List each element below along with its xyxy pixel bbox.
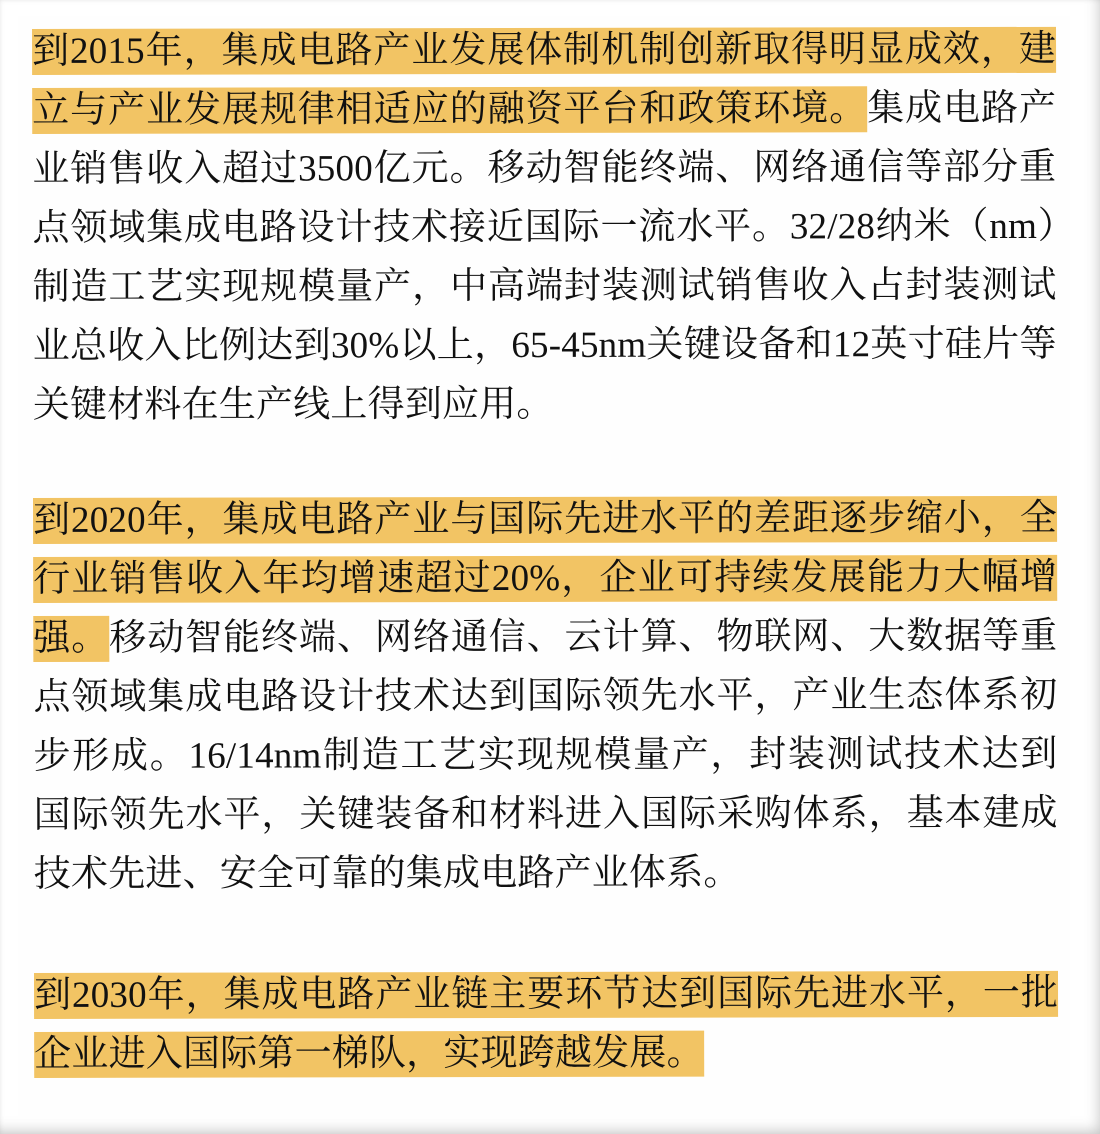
highlighted-text-2015: 到2015年，集成电路产业发展体制机制创新取得明显成效，建立与产业发展规律相适应的融资平台和政策环境。 (32, 27, 1056, 134)
paragraph-goal-2015 (32, 20, 1057, 435)
document-body (18, 16, 1070, 1116)
paragraph-text-2015: 集成电路产业销售收入超过3500亿元。移动智能终端、网络通信等部分重点领域集成电路设计技术接近国际一流水平。32/28纳米（nm）制造工艺实现规模量产，中高端封装测试销售收入占封装测试业总收入比例达到30%以上，65-45nm关键设备和12英寸硅片等关键材料在生产线上得到应用。 (32, 87, 1057, 426)
highlighted-text-2020: 到2020年，集成电路产业与国际先进水平的差距逐步缩小，全行业销售收入年均增速超过20%，企业可持续发展能力大幅增强。 (33, 496, 1057, 662)
paragraph-text-2020: 移动智能终端、网络通信、云计算、物联网、大数据等重点领域集成电路设计技术达到国际领先水平，产业生态体系初步形成。16/14nm制造工艺实现规模量产，封装测试技术达到国际领先水平，关键装备和材料进入国际采购体系，基本建成技术先进、安全可靠的集成电路产业体系。 (33, 615, 1058, 895)
paragraph-goal-2020 (33, 489, 1058, 904)
paragraph-spacer-2 (34, 902, 1058, 966)
paragraph-spacer-1 (33, 433, 1057, 491)
paragraph-goal-2030 (34, 964, 1058, 1084)
highlighted-text-2030: 到2030年，集成电路产业链主要环节达到国际先进水平，一批企业进入国际第一梯队，实现跨越发展。 (34, 971, 1058, 1078)
